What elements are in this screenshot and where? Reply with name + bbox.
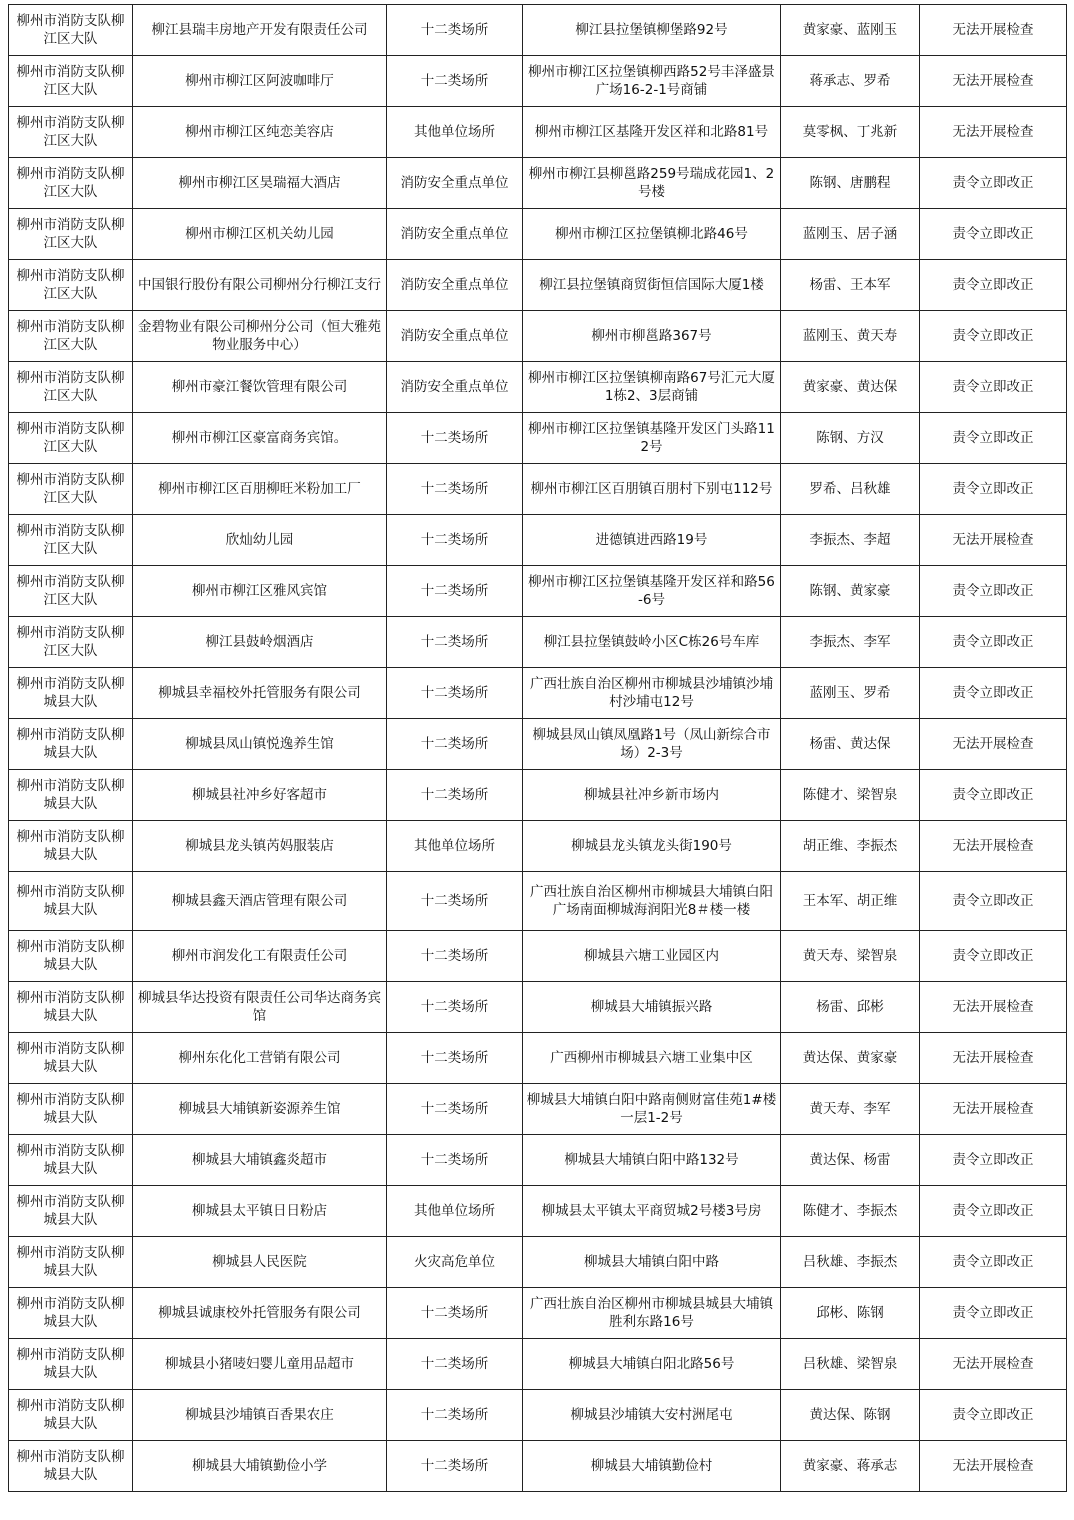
venue-type-cell: 十二类场所: [387, 56, 523, 107]
fire-brigade-cell: 柳州市消防支队柳城县大队: [9, 719, 133, 770]
table-row: [9, 931, 1067, 982]
fire-brigade-cell: 柳州市消防支队柳城县大队: [9, 931, 133, 982]
address-cell: 柳江县拉堡镇柳堡路92号: [523, 5, 781, 56]
unit-name-cell: 柳城县幸福校外托管服务有限公司: [133, 668, 387, 719]
fire-brigade-cell: 柳州市消防支队柳城县大队: [9, 872, 133, 931]
inspection-result-cell: 责令立即改正: [920, 770, 1067, 821]
table-row: [9, 311, 1067, 362]
address-cell: 柳城县社冲乡新市场内: [523, 770, 781, 821]
unit-name-cell: 柳城县大埔镇勤俭小学: [133, 1441, 387, 1492]
address-cell: 柳州市柳江区拉堡镇柳北路46号: [523, 209, 781, 260]
table-row: [9, 260, 1067, 311]
venue-type-cell: 十二类场所: [387, 515, 523, 566]
unit-name-cell: 柳城县凤山镇悦逸养生馆: [133, 719, 387, 770]
inspectors-cell: 李振杰、李超: [781, 515, 920, 566]
table-row: [9, 209, 1067, 260]
address-cell: 柳城县大埔镇白阳北路56号: [523, 1339, 781, 1390]
address-cell: 柳江县拉堡镇商贸街恒信国际大厦1楼: [523, 260, 781, 311]
address-cell: 广西壮族自治区柳州市柳城县沙埔镇沙埔村沙埔屯12号: [523, 668, 781, 719]
address-cell: 柳城县凤山镇凤凰路1号（凤山新综合市场）2-3号: [523, 719, 781, 770]
table-row: [9, 56, 1067, 107]
inspection-result-cell: 责令立即改正: [920, 260, 1067, 311]
inspection-result-cell: 责令立即改正: [920, 566, 1067, 617]
address-cell: 柳城县大埔镇勤俭村: [523, 1441, 781, 1492]
fire-brigade-cell: 柳州市消防支队柳江区大队: [9, 56, 133, 107]
unit-name-cell: 柳州市柳江区雅风宾馆: [133, 566, 387, 617]
unit-name-cell: 柳州市柳江区豪富商务宾馆。: [133, 413, 387, 464]
table-row: [9, 1033, 1067, 1084]
address-cell: 进德镇进西路19号: [523, 515, 781, 566]
table-row: [9, 872, 1067, 931]
address-cell: 柳州市柳江区百朋镇百朋村下别屯112号: [523, 464, 781, 515]
table-row: [9, 413, 1067, 464]
table-row: [9, 1237, 1067, 1288]
unit-name-cell: 欣灿幼儿园: [133, 515, 387, 566]
venue-type-cell: 火灾高危单位: [387, 1237, 523, 1288]
unit-name-cell: 柳州市柳江区百朋柳旺米粉加工厂: [133, 464, 387, 515]
address-cell: 柳州市柳江区拉堡镇基隆开发区门头路112号: [523, 413, 781, 464]
inspectors-cell: 杨雷、王本军: [781, 260, 920, 311]
inspection-table-body: [9, 5, 1067, 1492]
inspection-result-cell: 无法开展检查: [920, 515, 1067, 566]
address-cell: 广西柳州市柳城县六塘工业集中区: [523, 1033, 781, 1084]
inspectors-cell: 黄家豪、蓝刚玉: [781, 5, 920, 56]
fire-brigade-cell: 柳州市消防支队柳城县大队: [9, 1084, 133, 1135]
venue-type-cell: 其他单位场所: [387, 107, 523, 158]
inspectors-cell: 罗希、吕秋雄: [781, 464, 920, 515]
fire-brigade-cell: 柳州市消防支队柳城县大队: [9, 1237, 133, 1288]
inspectors-cell: 黄家豪、蒋承志: [781, 1441, 920, 1492]
unit-name-cell: 柳州市豪江餐饮管理有限公司: [133, 362, 387, 413]
address-cell: 柳城县龙头镇龙头街190号: [523, 821, 781, 872]
inspectors-cell: 陈钢、方汉: [781, 413, 920, 464]
inspection-result-cell: 无法开展检查: [920, 1339, 1067, 1390]
fire-brigade-cell: 柳州市消防支队柳城县大队: [9, 1390, 133, 1441]
address-cell: 柳州市柳江县柳邕路259号瑞成花园1、2号楼: [523, 158, 781, 209]
inspection-result-cell: 责令立即改正: [920, 1186, 1067, 1237]
fire-brigade-cell: 柳州市消防支队柳江区大队: [9, 5, 133, 56]
fire-brigade-cell: 柳州市消防支队柳城县大队: [9, 821, 133, 872]
unit-name-cell: 柳城县大埔镇新姿源养生馆: [133, 1084, 387, 1135]
venue-type-cell: 十二类场所: [387, 1135, 523, 1186]
venue-type-cell: 消防安全重点单位: [387, 362, 523, 413]
unit-name-cell: 柳城县太平镇日日粉店: [133, 1186, 387, 1237]
unit-name-cell: 柳城县诚康校外托管服务有限公司: [133, 1288, 387, 1339]
fire-brigade-cell: 柳州市消防支队柳江区大队: [9, 158, 133, 209]
inspection-result-cell: 无法开展检查: [920, 56, 1067, 107]
inspectors-cell: 吕秋雄、李振杰: [781, 1237, 920, 1288]
venue-type-cell: 十二类场所: [387, 617, 523, 668]
address-cell: 柳州市柳江区拉堡镇柳南路67号汇元大厦1栋2、3层商铺: [523, 362, 781, 413]
inspection-result-cell: 无法开展检查: [920, 1084, 1067, 1135]
venue-type-cell: 十二类场所: [387, 1390, 523, 1441]
inspectors-cell: 陈健才、李振杰: [781, 1186, 920, 1237]
unit-name-cell: 中国银行股份有限公司柳州分行柳江支行: [133, 260, 387, 311]
inspectors-cell: 王本军、胡正维: [781, 872, 920, 931]
fire-brigade-cell: 柳州市消防支队柳城县大队: [9, 668, 133, 719]
address-cell: 广西壮族自治区柳州市柳城县大埔镇白阳广场南面柳城海润阳光8＃楼一楼: [523, 872, 781, 931]
inspectors-cell: 陈钢、唐鹏程: [781, 158, 920, 209]
fire-brigade-cell: 柳州市消防支队柳江区大队: [9, 362, 133, 413]
venue-type-cell: 十二类场所: [387, 1084, 523, 1135]
fire-brigade-cell: 柳州市消防支队柳江区大队: [9, 413, 133, 464]
inspectors-cell: 黄达保、杨雷: [781, 1135, 920, 1186]
address-cell: 柳城县大埔镇白阳中路: [523, 1237, 781, 1288]
venue-type-cell: 十二类场所: [387, 719, 523, 770]
address-cell: 柳州市柳江区基隆开发区祥和北路81号: [523, 107, 781, 158]
address-cell: 柳州市柳江区拉堡镇基隆开发区祥和路56-6号: [523, 566, 781, 617]
venue-type-cell: 消防安全重点单位: [387, 158, 523, 209]
inspection-result-cell: 责令立即改正: [920, 872, 1067, 931]
unit-name-cell: 柳城县华达投资有限责任公司华达商务宾馆: [133, 982, 387, 1033]
address-cell: 柳城县大埔镇白阳中路南侧财富佳苑1#楼一层1-2号: [523, 1084, 781, 1135]
fire-brigade-cell: 柳州市消防支队柳城县大队: [9, 982, 133, 1033]
inspection-result-cell: 责令立即改正: [920, 158, 1067, 209]
inspection-result-cell: 无法开展检查: [920, 719, 1067, 770]
inspectors-cell: 杨雷、黄达保: [781, 719, 920, 770]
inspectors-cell: 蓝刚玉、黄天寿: [781, 311, 920, 362]
unit-name-cell: 柳城县龙头镇芮妈服装店: [133, 821, 387, 872]
table-row: [9, 821, 1067, 872]
address-cell: 广西壮族自治区柳州市柳城县城县大埔镇胜利东路16号: [523, 1288, 781, 1339]
inspection-result-cell: 责令立即改正: [920, 1390, 1067, 1441]
address-cell: 柳州市柳邕路367号: [523, 311, 781, 362]
inspection-result-cell: 责令立即改正: [920, 617, 1067, 668]
table-row: [9, 1186, 1067, 1237]
venue-type-cell: 十二类场所: [387, 1339, 523, 1390]
table-row: [9, 566, 1067, 617]
fire-brigade-cell: 柳州市消防支队柳江区大队: [9, 515, 133, 566]
address-cell: 柳城县太平镇太平商贸城2号楼3号房: [523, 1186, 781, 1237]
venue-type-cell: 其他单位场所: [387, 821, 523, 872]
table-row: [9, 982, 1067, 1033]
inspection-result-cell: 无法开展检查: [920, 5, 1067, 56]
unit-name-cell: 柳州市柳江区纯恋美容店: [133, 107, 387, 158]
venue-type-cell: 十二类场所: [387, 5, 523, 56]
inspection-result-cell: 责令立即改正: [920, 1135, 1067, 1186]
fire-brigade-cell: 柳州市消防支队柳江区大队: [9, 311, 133, 362]
venue-type-cell: 消防安全重点单位: [387, 311, 523, 362]
unit-name-cell: 柳城县人民医院: [133, 1237, 387, 1288]
unit-name-cell: 柳州东化化工营销有限公司: [133, 1033, 387, 1084]
inspectors-cell: 蒋承志、罗希: [781, 56, 920, 107]
inspection-result-cell: 责令立即改正: [920, 668, 1067, 719]
table-row: [9, 617, 1067, 668]
table-row: [9, 668, 1067, 719]
venue-type-cell: 十二类场所: [387, 668, 523, 719]
table-row: [9, 1441, 1067, 1492]
inspection-result-cell: 无法开展检查: [920, 107, 1067, 158]
fire-brigade-cell: 柳州市消防支队柳江区大队: [9, 566, 133, 617]
venue-type-cell: 十二类场所: [387, 1033, 523, 1084]
inspectors-cell: 杨雷、邱彬: [781, 982, 920, 1033]
address-cell: 柳城县六塘工业园区内: [523, 931, 781, 982]
table-row: [9, 1288, 1067, 1339]
inspection-result-cell: 责令立即改正: [920, 209, 1067, 260]
table-row: [9, 158, 1067, 209]
fire-brigade-cell: 柳州市消防支队柳城县大队: [9, 1441, 133, 1492]
address-cell: 柳州市柳江区拉堡镇柳西路52号丰泽盛景广场16-2-1号商铺: [523, 56, 781, 107]
inspectors-cell: 黄家豪、黄达保: [781, 362, 920, 413]
inspectors-cell: 陈钢、黄家豪: [781, 566, 920, 617]
fire-brigade-cell: 柳州市消防支队柳城县大队: [9, 1135, 133, 1186]
unit-name-cell: 柳州市柳江区昊瑞福大酒店: [133, 158, 387, 209]
table-row: [9, 107, 1067, 158]
venue-type-cell: 十二类场所: [387, 931, 523, 982]
fire-brigade-cell: 柳州市消防支队柳江区大队: [9, 107, 133, 158]
inspection-result-cell: 责令立即改正: [920, 464, 1067, 515]
venue-type-cell: 消防安全重点单位: [387, 260, 523, 311]
inspection-result-cell: 责令立即改正: [920, 931, 1067, 982]
unit-name-cell: 柳州市柳江区机关幼儿园: [133, 209, 387, 260]
venue-type-cell: 十二类场所: [387, 413, 523, 464]
table-row: [9, 1339, 1067, 1390]
inspection-result-cell: 责令立即改正: [920, 1237, 1067, 1288]
table-row: [9, 362, 1067, 413]
fire-brigade-cell: 柳州市消防支队柳城县大队: [9, 1339, 133, 1390]
fire-brigade-cell: 柳州市消防支队柳江区大队: [9, 209, 133, 260]
address-cell: 柳城县大埔镇振兴路: [523, 982, 781, 1033]
fire-brigade-cell: 柳州市消防支队柳江区大队: [9, 464, 133, 515]
inspectors-cell: 黄天寿、李军: [781, 1084, 920, 1135]
venue-type-cell: 其他单位场所: [387, 1186, 523, 1237]
inspection-result-cell: 责令立即改正: [920, 311, 1067, 362]
inspectors-cell: 黄达保、陈钢: [781, 1390, 920, 1441]
inspection-result-cell: 无法开展检查: [920, 821, 1067, 872]
inspectors-cell: 陈健才、梁智泉: [781, 770, 920, 821]
inspectors-cell: 蓝刚玉、居子涵: [781, 209, 920, 260]
venue-type-cell: 消防安全重点单位: [387, 209, 523, 260]
inspectors-cell: 邱彬、陈钢: [781, 1288, 920, 1339]
unit-name-cell: 柳城县鑫天酒店管理有限公司: [133, 872, 387, 931]
unit-name-cell: 柳江县瑞丰房地产开发有限责任公司: [133, 5, 387, 56]
venue-type-cell: 十二类场所: [387, 982, 523, 1033]
unit-name-cell: 柳州市润发化工有限责任公司: [133, 931, 387, 982]
unit-name-cell: 柳城县沙埔镇百香果农庄: [133, 1390, 387, 1441]
table-row: [9, 1084, 1067, 1135]
venue-type-cell: 十二类场所: [387, 1441, 523, 1492]
venue-type-cell: 十二类场所: [387, 770, 523, 821]
venue-type-cell: 十二类场所: [387, 872, 523, 931]
table-row: [9, 5, 1067, 56]
table-row: [9, 1390, 1067, 1441]
unit-name-cell: 柳州市柳江区阿波咖啡厅: [133, 56, 387, 107]
table-row: [9, 719, 1067, 770]
inspection-result-cell: 责令立即改正: [920, 1288, 1067, 1339]
fire-brigade-cell: 柳州市消防支队柳江区大队: [9, 617, 133, 668]
inspectors-cell: 黄达保、黄家豪: [781, 1033, 920, 1084]
inspection-table: [8, 4, 1067, 1492]
venue-type-cell: 十二类场所: [387, 566, 523, 617]
unit-name-cell: 金碧物业有限公司柳州分公司（恒大雅苑物业服务中心）: [133, 311, 387, 362]
table-row: [9, 515, 1067, 566]
inspectors-cell: 蓝刚玉、罗希: [781, 668, 920, 719]
inspection-result-cell: 责令立即改正: [920, 413, 1067, 464]
unit-name-cell: 柳城县社冲乡好客超市: [133, 770, 387, 821]
table-row: [9, 1135, 1067, 1186]
fire-brigade-cell: 柳州市消防支队柳城县大队: [9, 770, 133, 821]
inspectors-cell: 莫零枫、丁兆新: [781, 107, 920, 158]
venue-type-cell: 十二类场所: [387, 1288, 523, 1339]
address-cell: 柳城县沙埔镇大安村洲尾屯: [523, 1390, 781, 1441]
fire-brigade-cell: 柳州市消防支队柳江区大队: [9, 260, 133, 311]
unit-name-cell: 柳城县大埔镇鑫炎超市: [133, 1135, 387, 1186]
inspectors-cell: 黄天寿、梁智泉: [781, 931, 920, 982]
fire-brigade-cell: 柳州市消防支队柳城县大队: [9, 1186, 133, 1237]
address-cell: 柳城县大埔镇白阳中路132号: [523, 1135, 781, 1186]
address-cell: 柳江县拉堡镇鼓岭小区C栋26号车库: [523, 617, 781, 668]
inspectors-cell: 吕秋雄、梁智泉: [781, 1339, 920, 1390]
inspection-result-cell: 无法开展检查: [920, 1441, 1067, 1492]
table-row: [9, 770, 1067, 821]
fire-brigade-cell: 柳州市消防支队柳城县大队: [9, 1033, 133, 1084]
venue-type-cell: 十二类场所: [387, 464, 523, 515]
unit-name-cell: 柳城县小猪唛妇婴儿童用品超市: [133, 1339, 387, 1390]
inspection-result-cell: 责令立即改正: [920, 362, 1067, 413]
fire-brigade-cell: 柳州市消防支队柳城县大队: [9, 1288, 133, 1339]
unit-name-cell: 柳江县鼓岭烟酒店: [133, 617, 387, 668]
inspectors-cell: 李振杰、李军: [781, 617, 920, 668]
inspectors-cell: 胡正维、李振杰: [781, 821, 920, 872]
inspection-result-cell: 无法开展检查: [920, 982, 1067, 1033]
inspection-result-cell: 无法开展检查: [920, 1033, 1067, 1084]
table-row: [9, 464, 1067, 515]
